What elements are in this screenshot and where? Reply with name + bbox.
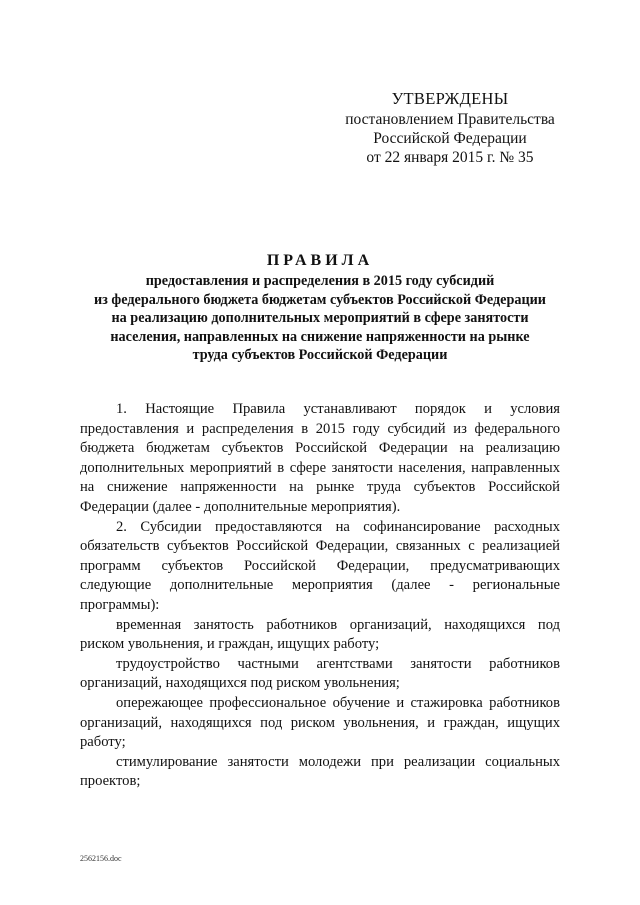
approval-line: Российской Федерации: [373, 130, 527, 147]
approval-block: [320, 89, 580, 167]
paragraph: стимулирование занятости молодежи при реализации социальных проектов;: [80, 753, 560, 790]
paragraph: 2. Субсидии предоставляются на софинансирование расходных обязательств субъектов Российской Федерации, связанных с реализацией программ субъектов Российской Федерации, предусматривающих следующие дополнительные мероприятия (далее - региональные программы):: [80, 518, 560, 613]
subtitle-line: на реализацию дополнительных мероприятий в сфере занятости: [111, 310, 529, 326]
subtitle-line: из федерального бюджета бюджетам субъектов Российской Федерации: [94, 291, 546, 308]
approval-line: от 22 января 2015 г. № 35: [366, 149, 534, 166]
subtitle-line: труда субъектов Российской Федерации: [192, 347, 448, 363]
paragraph: временная занятость работников организаций, находящихся под риском увольнения, и граждан, ищущих работу;: [80, 616, 560, 653]
paragraph: трудоустройство частными агентствами занятости работников организаций, находящихся под риском увольнения;: [80, 655, 560, 692]
paragraph: 1. Настоящие Правила устанавливают порядок и условия предоставления и распределения в 2015 году субсидий из федерального бюджета бюджетам субъектов Российской Федерации на реализацию дополнительных мероприятий в сфере занятости населения, направленных на снижение напряженности на рынке труда субъектов Российской Федерации (далее - дополнительные мероприятия).: [80, 401, 560, 515]
subtitle-line: населения, направленных на снижение напряженности на рынке: [110, 328, 530, 345]
file-name-footer: 2562156.doc: [80, 854, 122, 863]
document-subtitle: [60, 272, 580, 365]
paragraph: опережающее профессиональное обучение и стажировка работников организаций, находящихся под риском увольнения, и граждан, ищущих работу;: [80, 694, 560, 751]
document-body: [80, 400, 560, 792]
document-title: ПРАВИЛА: [266, 252, 374, 269]
approval-line: постановлением Правительства: [345, 111, 555, 128]
approval-heading: УТВЕРЖДЕНЫ: [391, 89, 509, 108]
subtitle-line: предоставления и распределения в 2015 году субсидий: [145, 273, 495, 289]
